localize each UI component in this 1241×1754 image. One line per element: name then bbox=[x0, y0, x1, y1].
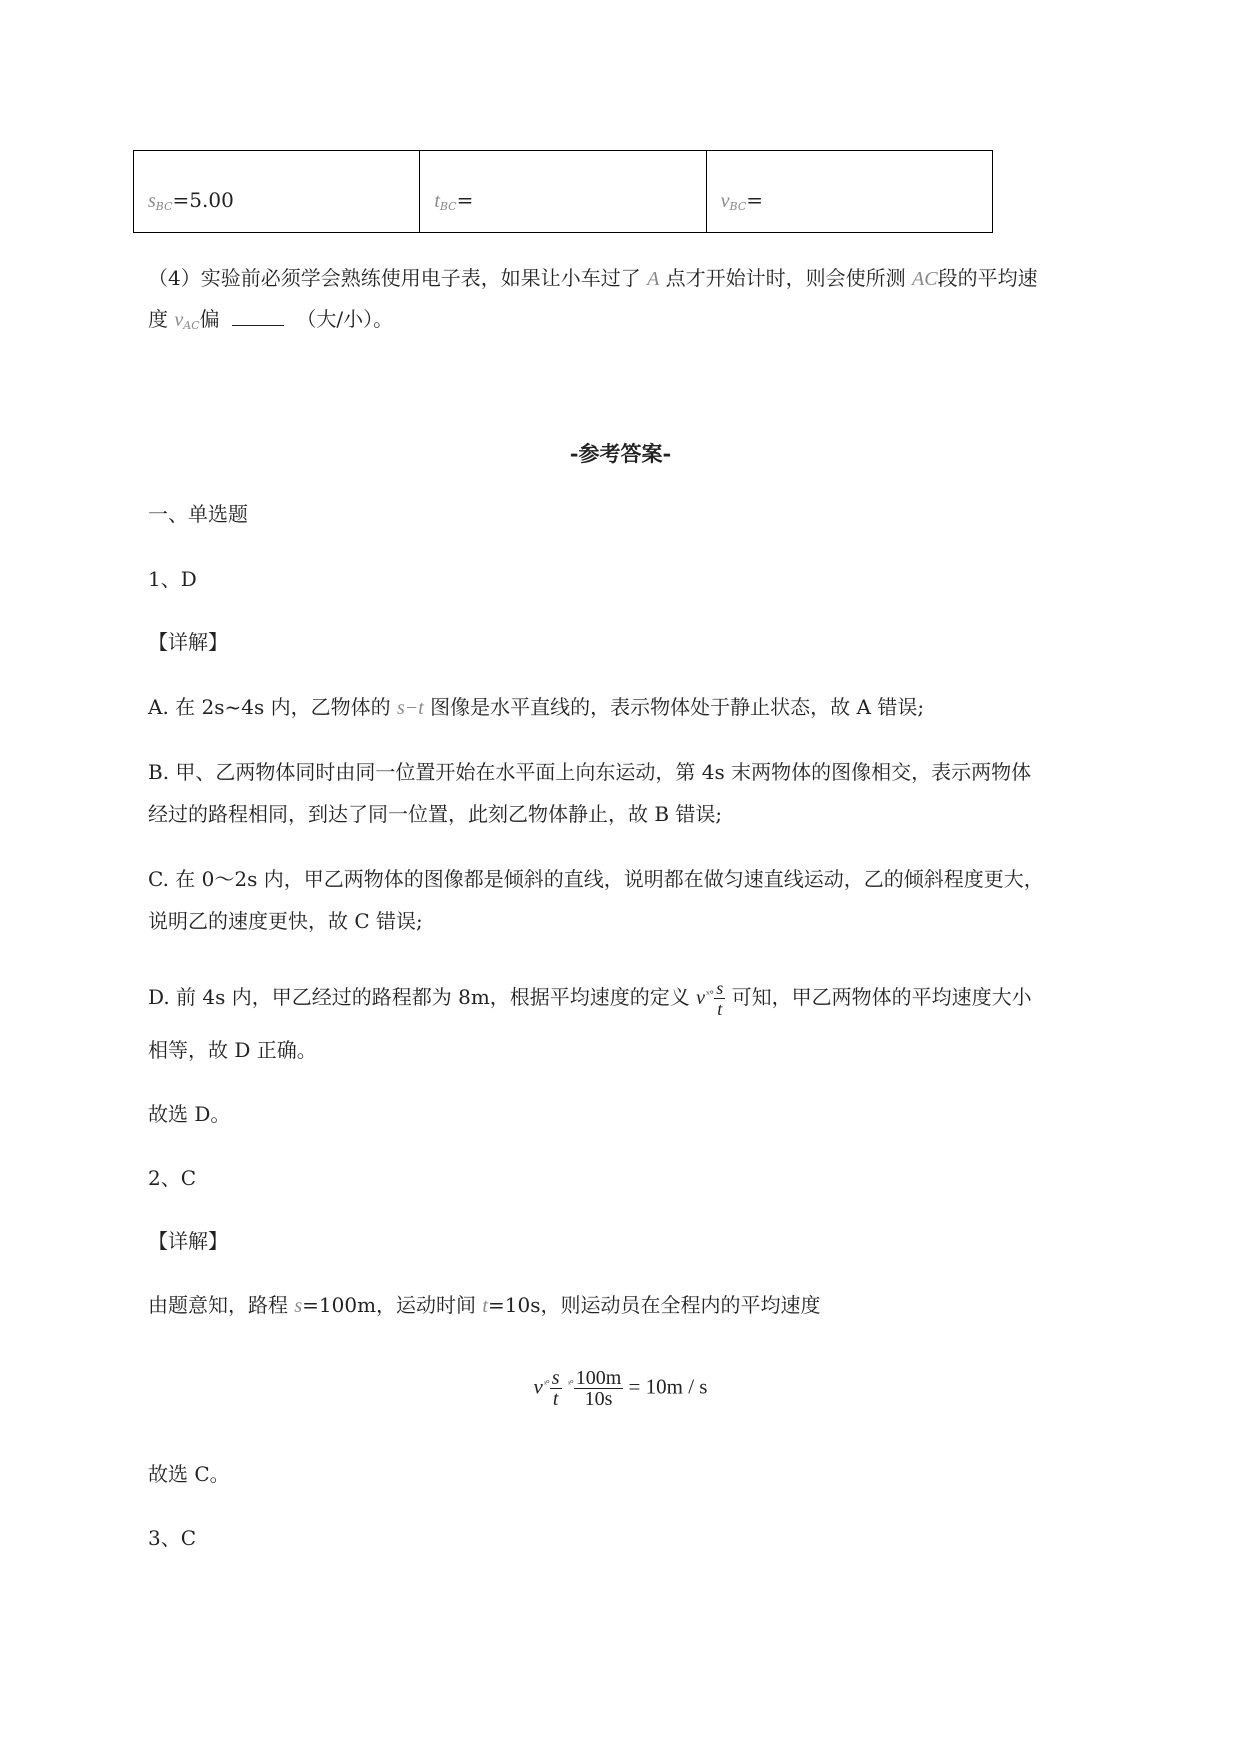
eq-result: = 10m / s bbox=[628, 1374, 708, 1399]
text: =100m，运动时间 bbox=[302, 1293, 477, 1317]
q4-line-2 bbox=[148, 305, 393, 340]
table-cell-v-bc bbox=[706, 151, 992, 233]
sub-ac: AC bbox=[183, 319, 200, 332]
answer-2: 2、C bbox=[148, 1166, 197, 1190]
eq-v: v bbox=[533, 1374, 543, 1399]
var-v: v bbox=[720, 190, 730, 212]
explanation-d-1 bbox=[148, 978, 1032, 1019]
var-ac: AC bbox=[912, 268, 938, 290]
detail-label-1: 【详解】 bbox=[148, 630, 228, 654]
numerator: 100m bbox=[575, 1367, 622, 1389]
answer-blank[interactable] bbox=[232, 307, 284, 326]
q4-text: 偏 bbox=[199, 307, 220, 331]
choose-2: 故选 C。 bbox=[148, 1462, 230, 1486]
detail-label-2: 【详解】 bbox=[148, 1229, 228, 1253]
explanation-b-2: 经过的路程相同，到达了同一位置，此刻乙物体静止，故 B 错误; bbox=[148, 802, 723, 826]
text: 可知，甲乙两物体的平均速度大小 bbox=[731, 985, 1032, 1009]
q4-text: 段的平均速 bbox=[937, 266, 1038, 290]
var-s: s bbox=[148, 190, 156, 212]
section-heading: 一、单选题 bbox=[148, 502, 248, 526]
cell-value: =5.00 bbox=[172, 188, 234, 212]
q4-line-1 bbox=[148, 264, 1038, 293]
text: =10s，则运动员在全程内的平均速度 bbox=[487, 1293, 821, 1317]
text: D. 前 4s 内，甲乙经过的路程都为 8m，根据平均速度的定义 bbox=[148, 985, 690, 1009]
answers-title: -参考答案- bbox=[569, 441, 672, 466]
var-t: t bbox=[434, 190, 440, 212]
var-v: v bbox=[696, 987, 706, 1009]
explanation-a bbox=[148, 693, 924, 722]
explanation-e bbox=[148, 1291, 820, 1320]
q4-text: 度 bbox=[148, 307, 168, 331]
answer-1: 1、D bbox=[148, 567, 197, 591]
glyph: ˣ° bbox=[706, 990, 714, 1001]
measurement-table bbox=[133, 150, 993, 233]
var-a: A bbox=[647, 268, 660, 290]
text: A. 在 2s~4s 内，乙物体的 bbox=[148, 695, 391, 719]
explanation-b-1: B. 甲、乙两物体同时由同一位置开始在水平面上向东运动，第 4s 末两物体的图像相交，表示两物体 bbox=[148, 760, 1032, 784]
sub-bc: BC bbox=[439, 200, 457, 213]
explanation-d-2: 相等，故 D 正确。 bbox=[148, 1038, 317, 1062]
var-s-t: s−t bbox=[396, 697, 424, 719]
glyph: ˣ° bbox=[567, 1379, 573, 1391]
denominator: t bbox=[552, 1388, 559, 1410]
glyph: ˣ° bbox=[543, 1379, 549, 1391]
table-cell-t-bc bbox=[420, 151, 706, 233]
denominator: 10s bbox=[584, 1388, 613, 1410]
velocity-equation bbox=[0, 1368, 1241, 1409]
q4-text: 点才开始计时，则会使所测 bbox=[665, 266, 906, 290]
fraction-s-over-t bbox=[714, 978, 725, 1019]
cell-value: = bbox=[456, 188, 474, 212]
numerator: s bbox=[716, 978, 724, 998]
var-s: s bbox=[294, 1295, 303, 1317]
table-cell-s-bc bbox=[134, 151, 420, 233]
fraction-100m-10s bbox=[574, 1368, 624, 1409]
q4-text: （大/小）。 bbox=[296, 307, 394, 331]
var-t: t bbox=[482, 1295, 488, 1317]
answer-3: 3、C bbox=[148, 1526, 197, 1550]
denominator: t bbox=[717, 999, 723, 1019]
var-v: v bbox=[174, 309, 184, 331]
cell-value: = bbox=[746, 188, 764, 212]
text: 图像是水平直线的，表示物体处于静止状态，故 A 错误; bbox=[430, 695, 925, 719]
q4-text: （4）实验前必须学会熟练使用电子表，如果让小车过了 bbox=[148, 266, 641, 290]
choose-1: 故选 D。 bbox=[148, 1102, 231, 1126]
table-row bbox=[134, 151, 993, 233]
numerator: s bbox=[551, 1367, 560, 1389]
explanation-c-2: 说明乙的速度更快，故 C 错误; bbox=[148, 909, 423, 933]
text: 由题意知，路程 bbox=[148, 1293, 288, 1317]
fraction-s-t bbox=[550, 1368, 562, 1409]
explanation-c-1: C. 在 0～2s 内，甲乙两物体的图像都是倾斜的直线，说明都在做匀速直线运动，乙的倾斜程度更大， bbox=[148, 867, 1044, 891]
sub-bc: BC bbox=[729, 200, 747, 213]
sub-bc: BC bbox=[155, 200, 173, 213]
